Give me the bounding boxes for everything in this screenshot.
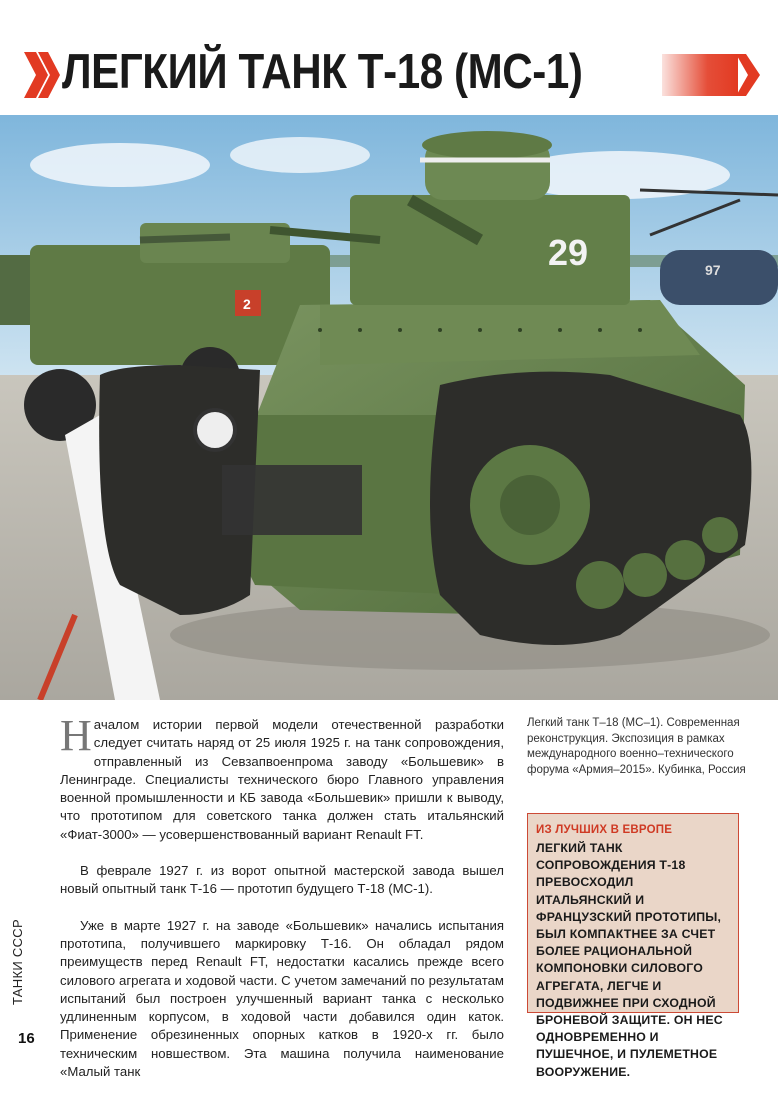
article-body [60,711,504,1099]
helicopter-number: 97 [705,262,721,278]
tank-illustration [0,115,778,700]
paragraph-1 [60,711,504,844]
tank-photo [0,115,778,700]
double-chevron-icon [22,50,62,100]
sidebar-heading: ИЗ ЛУЧШИХ В ЕВРОПЕ [536,824,673,836]
page-title: ЛЕГКИЙ ТАНК Т-18 (МС-1) [62,45,583,99]
page-number: 16 [18,1030,35,1047]
paragraph-3: Уже в марте 1927 г. на заводе «Большевик» начались испытания прототипа, получившего маркировку Т-16. Он обладал рядом преимуществ перед Renault FT, недостатки касались прежде всего силового агрегата и ходовой части. С учетом замечаний по результатам испытаний был построен улучшенный вариант танка с несколько удлиненным корпусом, в ходовой части добавился один каток. Применение обрезиненных опорных катков в 1920-х гг. было техническим новшеством. Эта машина получила наименование «Малый танк [60,917,504,1080]
title-decoration-arrow-icon [662,52,762,98]
paragraph-2: В феврале 1927 г. из ворот опытной мастерской завода вышел новый опытный танк Т-16 — прототип будущего Т-18 (МС-1). [60,863,504,897]
turret-number: 29 [548,232,589,273]
photo-caption: Легкий танк Т–18 (МС–1). Современная реконструкция. Экспозиция в рамках международного военно–технического форума «Армия–2015». Кубинка, Россия [527,717,746,776]
title-bar [0,40,778,114]
paragraph-1-text: ачалом истории первой модели отечественной разработки следует считать наряд от 25 июля 1925 г. на танк сопровождения, отправленный из Севзапвоенпрома заводу «Большевик» в Ленинграде. Специалисты технического бюро Главного управления военной промышленности и КБ завода «Большевик» пришли к выводу, что прототипом для советского танка должен стать итальянский «Фиат-3000» — усовершенствованный вариант Renault FT. [60,717,504,842]
armored-car-number: 2 [243,296,251,312]
section-label: ТАНКИ СССР [10,919,25,1005]
sidebar-text: ЛЕГКИЙ ТАНК СОПРОВОЖДЕНИЯ Т-18 ПРЕВОСХОДИЛ ИТАЛЬЯНСКИЙ И ФРАНЦУЗСКИЙ ПРОТОТИПЫ, БЫЛ КОМПАКТНЕЕ ЗА СЧЕТ БОЛЕЕ РАЦИОНАЛЬНОЙ КОМПОНОВКИ СИЛОВОГО АГРЕГАТА, ЛЕГЧЕ И ПОДВИЖНЕЕ ПРИ СХОДНОЙ БРОНЕВОЙ ЗАЩИТЕ. ОН НЕС ОДНОВРЕМЕННО И ПУШЕЧНОЕ, И ПУЛЕМЕТНОЕ ВООРУЖЕНИЕ. [536,841,723,1079]
dropcap: Н [60,711,92,760]
sidebar-box [527,813,739,1079]
